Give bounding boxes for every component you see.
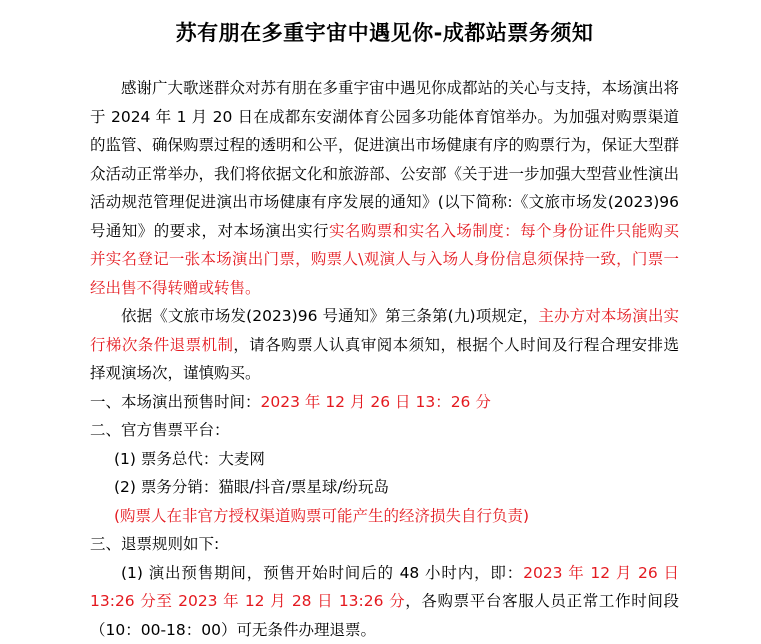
- platform-item-primary: (1) 票务总代：大麦网: [90, 445, 679, 474]
- unofficial-channel-note: (购票人在非官方授权渠道购票可能产生的经济损失自行负责): [90, 502, 679, 531]
- refund-rules-heading: 三、退票规则如下:: [90, 530, 679, 559]
- refund-rule-1-text-end: ，各购票平台客服人员正常工作时间段（10：00-18：00）可无条件办理退票。: [90, 592, 679, 639]
- refund-window-highlight: 2023 年 12 月 26 日 13:26 分至 2023 年 12 月 28 日 13:26 分: [90, 564, 679, 611]
- intro-paragraph: [90, 74, 679, 302]
- official-platforms-heading: 二、官方售票平台：: [90, 416, 679, 445]
- tiered-refund-highlight: 主办方对本场演出实行梯次条件退票机制: [90, 307, 679, 354]
- presale-time-line: [90, 388, 679, 417]
- real-name-policy-highlight: 实名购票和实名入场制度：每个身份证件只能购买并实名登记一张本场演出门票，购票人\观演人与入场人身份信息须保持一致，门票一经出售不得转赠或转售。: [90, 222, 679, 297]
- refund-rule-1-text: (1) 演出预售期间，预售开始时间后的 48 小时内，即：: [121, 564, 523, 582]
- presale-time-value: 2023 年 12 月 26 日 13：26 分: [261, 393, 491, 411]
- platform-item-distribution: (2) 票务分销：猫眼/抖音/票星球/纷玩岛: [90, 473, 679, 502]
- refund-basis-text-end: ，请各购票人认真审阅本须知，根据个人时间及行程合理安排选择观演场次，谨慎购买。: [90, 336, 679, 383]
- refund-rule-1: [90, 559, 679, 644]
- presale-time-label: 一、本场演出预售时间：: [90, 393, 261, 411]
- refund-basis-paragraph: [90, 302, 679, 388]
- document-title: 苏有朋在多重宇宙中遇见你-成都站票务须知: [90, 18, 679, 48]
- refund-basis-text: 依据《文旅市场发(2023)96 号通知》第三条第(九)项规定，: [121, 307, 538, 325]
- intro-text: 感谢广大歌迷群众对苏有朋在多重宇宙中遇见你成都站的关心与支持，本场演出将于 2024 年 1 月 20 日在成都东安湖体育公园多功能体育馆举办。为加强对购票渠道的监管、确保购票过程的透明和公平，促进演出市场健康有序的购票行为，保证大型群众活动正常举办，我们将依据文化和旅游部、公安部《关于进一步加强大型营业性演出活动规范管理促进演出市场健康有序发展的通知》(以下简称:《文旅市场发(2023)96 号通知》的要求，对本场演出实行: [90, 79, 679, 240]
